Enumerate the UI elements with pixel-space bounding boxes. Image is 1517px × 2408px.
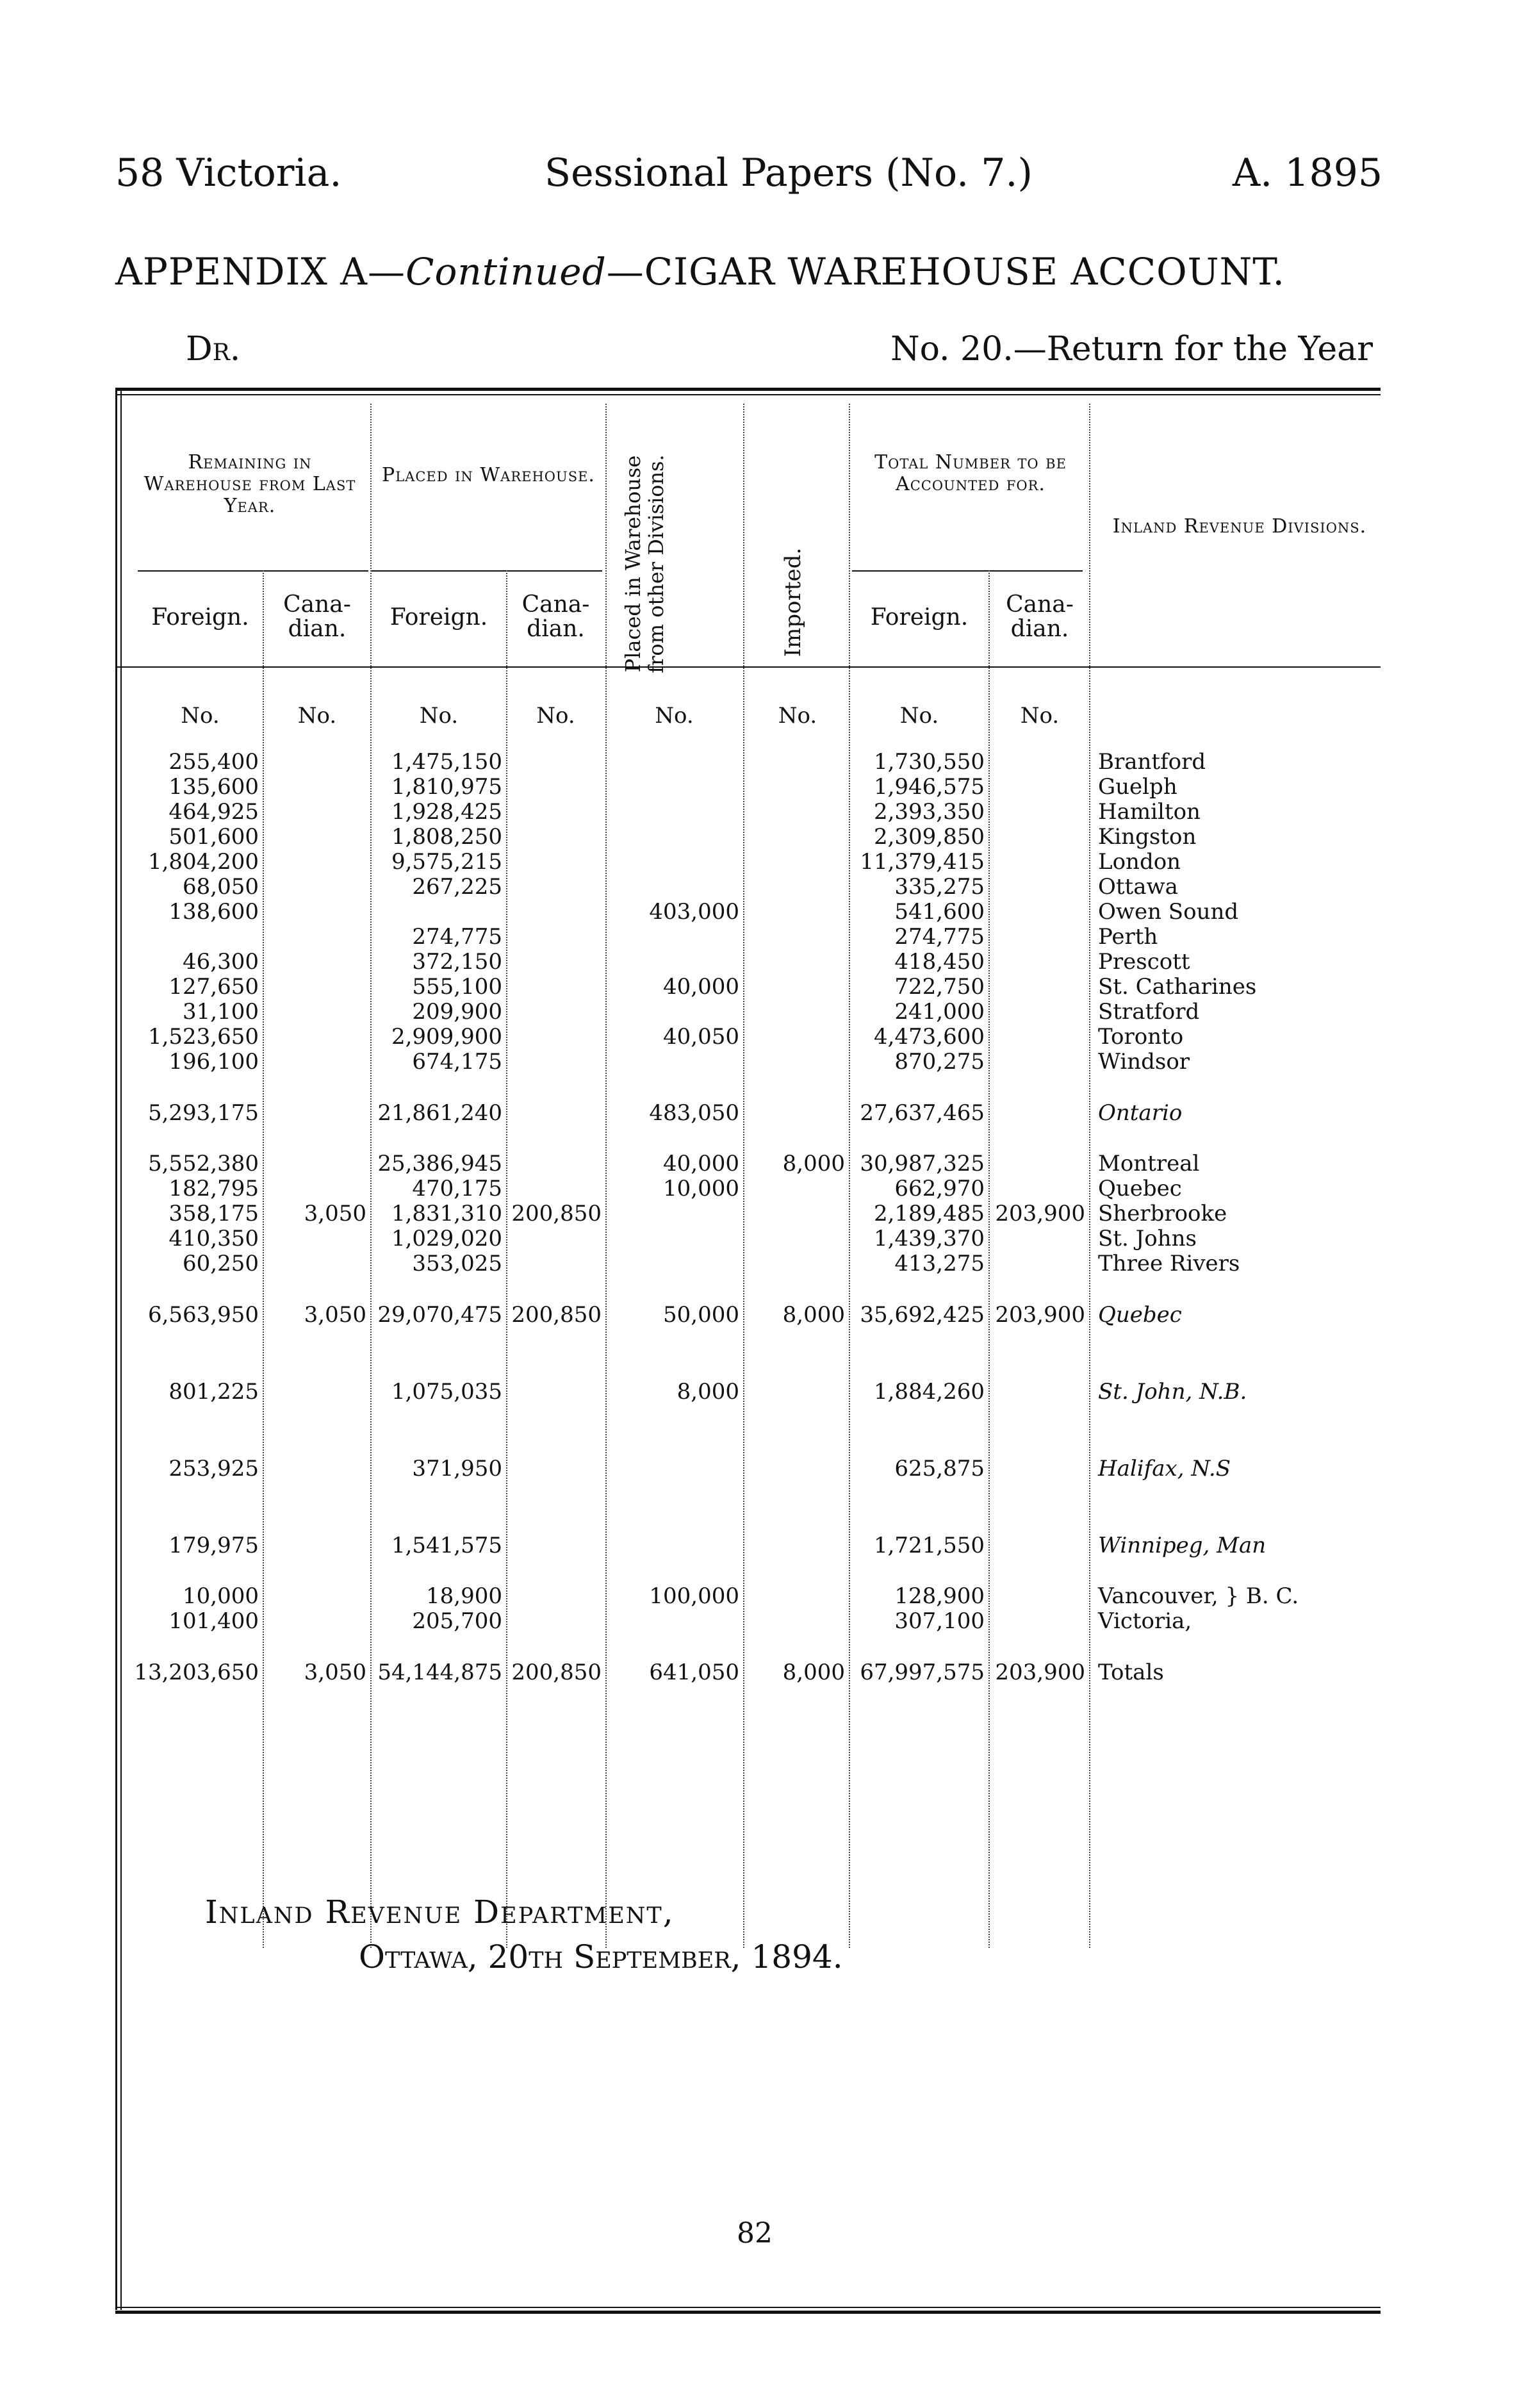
cell-rem-c [263, 950, 370, 975]
cell-tot-f: 128,900 [894, 1584, 985, 1609]
table-row [115, 1201, 1381, 1226]
cell-rem-c [263, 875, 370, 900]
table-row [115, 1000, 1381, 1025]
table-row [115, 775, 1381, 800]
subtotal-row [115, 1653, 1381, 1692]
cell-pl-c [506, 1094, 605, 1132]
cell-tot-f: 541,600 [894, 900, 985, 925]
cell-rem-f: 179,975 [168, 1533, 259, 1558]
cell-tot-c [988, 1025, 1089, 1050]
cell-imp: 8,000 [782, 1660, 845, 1685]
table-row [115, 925, 1381, 950]
cell-pl-c [506, 1609, 605, 1634]
cell-pl-c: 200,850 [511, 1660, 602, 1685]
header-right: A. 1895 [1232, 151, 1382, 195]
cell-imp [743, 1025, 849, 1050]
cell-division: Guelph [1098, 775, 1177, 800]
cell-tot-f: 241,000 [894, 1000, 985, 1025]
cell-tot-f: 2,393,350 [873, 800, 985, 825]
cell-tot-c [988, 800, 1089, 825]
cell-tot-f: 1,721,550 [873, 1533, 985, 1558]
cell-pl-f [370, 900, 506, 925]
table-row [115, 875, 1381, 900]
header-center: Sessional Papers (No. 7.) [545, 151, 1033, 195]
unit-label: No. [1020, 703, 1060, 729]
total-foreign-header: Foreign. [870, 604, 969, 631]
cell-pl-f: 18,900 [426, 1584, 502, 1609]
cell-tot-f: 625,875 [894, 1456, 985, 1481]
cell-tot-f: 27,637,465 [860, 1100, 985, 1126]
cell-tot-c [988, 925, 1089, 950]
cell-tot-c [988, 1251, 1089, 1276]
unit-label: No. [181, 703, 220, 729]
cell-rem-f: 253,925 [168, 1456, 259, 1481]
table-row [115, 1251, 1381, 1276]
cell-tot-c [988, 1176, 1089, 1201]
cell-tot-c [988, 950, 1089, 975]
cell-pl-f: 674,175 [412, 1050, 502, 1075]
unit-label: No. [899, 703, 939, 729]
cell-division: Prescott [1098, 950, 1190, 975]
cell-division: Quebec [1098, 1302, 1182, 1328]
cell-rem-f: 358,175 [168, 1201, 259, 1226]
cell-tot-c [988, 1226, 1089, 1251]
cell-imp: 8,000 [782, 1302, 845, 1328]
cell-oth: 100,000 [649, 1584, 739, 1609]
cell-pl-c [506, 875, 605, 900]
cell-oth [605, 1526, 743, 1565]
cell-rem-c [263, 1226, 370, 1251]
cell-tot-c: 203,900 [995, 1660, 1085, 1685]
table-row [115, 1176, 1381, 1201]
cell-oth: 40,000 [663, 975, 739, 1000]
cell-oth [605, 750, 743, 775]
cell-pl-c [506, 1151, 605, 1176]
cell-imp [743, 1176, 849, 1201]
table-row [115, 825, 1381, 850]
cell-imp [743, 1449, 849, 1488]
cell-rem-f: 135,600 [168, 775, 259, 800]
cell-division: Ontario [1098, 1100, 1183, 1126]
cell-oth [605, 775, 743, 800]
cell-pl-c [506, 1373, 605, 1411]
cell-oth: 50,000 [663, 1302, 739, 1328]
cell-oth [605, 850, 743, 875]
cell-rem-f: 5,293,175 [147, 1100, 259, 1126]
cell-pl-c [506, 1449, 605, 1488]
cell-imp [743, 1373, 849, 1411]
cell-tot-f: 35,692,425 [860, 1302, 985, 1328]
cell-pl-c [506, 900, 605, 925]
cell-tot-f: 67,997,575 [860, 1660, 985, 1685]
cell-tot-c [988, 1584, 1089, 1609]
cell-rem-c [263, 925, 370, 950]
cell-tot-f: 11,379,415 [860, 850, 985, 875]
cell-tot-c [988, 900, 1089, 925]
cell-tot-f: 2,309,850 [873, 825, 985, 850]
cell-rem-f: 255,400 [168, 750, 259, 775]
cell-rem-f: 31,100 [183, 1000, 259, 1025]
table-row [115, 800, 1381, 825]
cell-tot-f: 1,730,550 [873, 750, 985, 775]
cell-tot-c [988, 1373, 1089, 1411]
cell-imp [743, 800, 849, 825]
cell-imp [743, 1000, 849, 1025]
cell-imp [743, 950, 849, 975]
cell-pl-f: 372,150 [412, 950, 502, 975]
unit-label: No. [778, 703, 817, 729]
cigar-warehouse-table [115, 750, 1381, 1711]
unit-label: No. [536, 703, 575, 729]
col-remaining-header: Remaining in Warehouse from Last Year. [144, 451, 356, 517]
cell-pl-f: 470,175 [412, 1176, 502, 1201]
cell-rem-f: 196,100 [168, 1050, 259, 1075]
cell-rem-f: 10,000 [183, 1584, 259, 1609]
cell-tot-c [988, 850, 1089, 875]
cell-rem-c: 3,050 [304, 1201, 366, 1226]
cell-pl-f: 555,100 [412, 975, 502, 1000]
cell-oth [605, 800, 743, 825]
cell-rem-c [263, 800, 370, 825]
cell-oth: 10,000 [663, 1176, 739, 1201]
cell-pl-c [506, 825, 605, 850]
rem-canadian-header: Cana-dian. [283, 591, 351, 642]
cell-imp [743, 750, 849, 775]
cell-pl-c [506, 950, 605, 975]
cell-pl-f: 205,700 [412, 1609, 502, 1634]
cell-division: Sherbrooke [1098, 1201, 1227, 1226]
cell-tot-c [988, 750, 1089, 775]
unit-label: No. [419, 703, 459, 729]
col-other-divisions-header: Placed in Warehouse from other Divisions. [621, 454, 668, 673]
cell-rem-f: 13,203,650 [134, 1660, 259, 1685]
cell-tot-f: 413,275 [894, 1251, 985, 1276]
cell-rem-c: 3,050 [304, 1302, 366, 1328]
table-bottom-rule [115, 2311, 1381, 2314]
cell-oth [605, 1251, 743, 1276]
cell-imp [743, 1251, 849, 1276]
cell-pl-c: 200,850 [511, 1302, 602, 1328]
cell-tot-c [988, 975, 1089, 1000]
cell-tot-f: 1,884,260 [873, 1379, 985, 1405]
unit-label: No. [297, 703, 337, 729]
cell-division: Toronto [1098, 1025, 1184, 1050]
cell-rem-c [263, 1050, 370, 1075]
cell-oth [605, 1000, 743, 1025]
cell-division: Victoria, [1098, 1609, 1192, 1634]
cell-rem-c [263, 1609, 370, 1634]
cell-pl-c [506, 775, 605, 800]
cell-pl-f: 29,070,475 [377, 1302, 502, 1328]
cell-oth: 8,000 [676, 1379, 739, 1405]
placed-canadian-header: Cana-dian. [521, 591, 590, 642]
cell-pl-f: 9,575,215 [391, 850, 502, 875]
cell-tot-f: 307,100 [894, 1609, 985, 1634]
cell-tot-f: 1,439,370 [873, 1226, 985, 1251]
cell-division: Halifax, N.S [1098, 1456, 1231, 1481]
cell-rem-f: 801,225 [168, 1379, 259, 1405]
cell-rem-f: 1,523,650 [147, 1025, 259, 1050]
cell-rem-c [263, 975, 370, 1000]
cell-rem-c [263, 850, 370, 875]
cell-pl-f: 1,808,250 [391, 825, 502, 850]
cell-division: Three Rivers [1098, 1251, 1240, 1276]
cell-rem-f: 182,795 [168, 1176, 259, 1201]
cell-imp [743, 850, 849, 875]
col-imported-header: Imported. [780, 547, 806, 657]
cell-rem-c [263, 1000, 370, 1025]
cell-rem-c [263, 900, 370, 925]
cell-tot-f: 418,450 [894, 950, 985, 975]
table-row [115, 1226, 1381, 1251]
placed-foreign-header: Foreign. [390, 604, 488, 631]
cell-division: Montreal [1098, 1151, 1200, 1176]
cell-rem-c [263, 775, 370, 800]
cell-pl-f: 1,541,575 [391, 1533, 502, 1558]
page-number: 82 [737, 2217, 773, 2250]
col-divisions-header: Inland Revenue Divisions. [1112, 515, 1367, 538]
cell-rem-c [263, 1151, 370, 1176]
page-title: APPENDIX A—Continued—CIGAR WAREHOUSE ACCOUNT. [115, 250, 1285, 293]
cell-oth: 40,000 [663, 1151, 739, 1176]
cell-tot-f: 662,970 [894, 1176, 985, 1201]
cell-pl-c [506, 1226, 605, 1251]
cell-imp [743, 975, 849, 1000]
cell-division: Vancouver, } B. C. [1098, 1584, 1299, 1609]
table-row [115, 1151, 1381, 1176]
cell-pl-c [506, 1584, 605, 1609]
cell-pl-f: 1,831,310 [391, 1201, 502, 1226]
cell-tot-c [988, 775, 1089, 800]
cell-rem-c [263, 1584, 370, 1609]
subtotal-row [115, 1526, 1381, 1565]
table-row [115, 1609, 1381, 1634]
cell-imp [743, 1201, 849, 1226]
cell-rem-f: 68,050 [183, 875, 259, 900]
cell-division: London [1098, 850, 1181, 875]
subtotal-row [115, 1094, 1381, 1132]
cell-pl-c [506, 1251, 605, 1276]
cell-pl-f: 274,775 [412, 925, 502, 950]
cell-oth [605, 1201, 743, 1226]
cell-division: Stratford [1098, 1000, 1200, 1025]
header-left: 58 Victoria. [115, 151, 342, 195]
cell-rem-f: 6,563,950 [147, 1302, 259, 1328]
subtotal-row [115, 1296, 1381, 1334]
cell-rem-c [263, 1251, 370, 1276]
rem-foreign-header: Foreign. [151, 604, 249, 631]
cell-rem-f: 101,400 [168, 1609, 259, 1634]
cell-tot-c [988, 825, 1089, 850]
cell-pl-c [506, 1176, 605, 1201]
cell-tot-c [988, 1609, 1089, 1634]
dr-label: Dr. [186, 330, 241, 368]
cell-tot-f: 2,189,485 [873, 1201, 985, 1226]
cell-tot-f: 1,946,575 [873, 775, 985, 800]
cell-pl-c [506, 1526, 605, 1565]
cell-pl-c [506, 925, 605, 950]
cell-imp [743, 875, 849, 900]
cell-pl-f: 1,075,035 [391, 1379, 502, 1405]
cell-division: Totals [1098, 1660, 1164, 1685]
cell-tot-c [988, 875, 1089, 900]
cell-rem-c [263, 1176, 370, 1201]
cell-division: Kingston [1098, 825, 1197, 850]
cell-imp [743, 1609, 849, 1634]
cell-rem-c [263, 1025, 370, 1050]
cell-rem-c [263, 1373, 370, 1411]
cell-oth: 40,050 [663, 1025, 739, 1050]
cell-pl-f: 1,475,150 [391, 750, 502, 775]
cell-oth [605, 1226, 743, 1251]
cell-rem-c [263, 750, 370, 775]
cell-tot-c: 203,900 [995, 1302, 1085, 1328]
cell-rem-f: 410,350 [168, 1226, 259, 1251]
cell-imp [743, 900, 849, 925]
table-row [115, 850, 1381, 875]
cell-rem-f: 46,300 [183, 950, 259, 975]
cell-tot-c: 203,900 [995, 1201, 1085, 1226]
cell-rem-f: 5,552,380 [147, 1151, 259, 1176]
cell-pl-f: 1,810,975 [391, 775, 502, 800]
table-row [115, 950, 1381, 975]
cell-pl-f: 25,386,945 [377, 1151, 502, 1176]
cell-division: Windsor [1098, 1050, 1190, 1075]
table-row [115, 975, 1381, 1000]
cell-rem-f: 1,804,200 [147, 850, 259, 875]
cell-tot-c [988, 1526, 1089, 1565]
cell-pl-f: 209,900 [412, 1000, 502, 1025]
cell-rem-c [263, 825, 370, 850]
cell-pl-f: 353,025 [412, 1251, 502, 1276]
cell-rem-f: 464,925 [168, 800, 259, 825]
cell-rem-f: 501,600 [168, 825, 259, 850]
cell-imp [743, 1584, 849, 1609]
cell-pl-c [506, 1050, 605, 1075]
cell-oth [605, 950, 743, 975]
cell-oth: 641,050 [649, 1660, 739, 1685]
cell-pl-c [506, 1025, 605, 1050]
cell-division: Ottawa [1098, 875, 1178, 900]
cell-oth [605, 825, 743, 850]
cell-division: Quebec [1098, 1176, 1182, 1201]
cell-pl-c [506, 850, 605, 875]
footer-date: Ottawa, 20th September, 1894. [359, 1938, 843, 1975]
cell-pl-c [506, 750, 605, 775]
cell-oth [605, 925, 743, 950]
cell-oth: 403,000 [649, 900, 739, 925]
return-title: No. 20.—Return for the Year [890, 330, 1373, 368]
cell-imp [743, 825, 849, 850]
cell-tot-f: 4,473,600 [873, 1025, 985, 1050]
cell-tot-f: 30,987,325 [860, 1151, 985, 1176]
cell-oth: 483,050 [649, 1100, 739, 1126]
cell-oth [605, 875, 743, 900]
table-row [115, 900, 1381, 925]
cell-division: Hamilton [1098, 800, 1201, 825]
cell-pl-f: 1,029,020 [391, 1226, 502, 1251]
cell-division: St. John, N.B. [1098, 1379, 1247, 1405]
cell-imp: 8,000 [782, 1151, 845, 1176]
cell-oth [605, 1449, 743, 1488]
cell-division: Brantford [1098, 750, 1206, 775]
cell-rem-c [263, 1094, 370, 1132]
cell-tot-f: 274,775 [894, 925, 985, 950]
cell-division: Owen Sound [1098, 900, 1239, 925]
cell-pl-c [506, 800, 605, 825]
cell-division: St. Catharines [1098, 975, 1257, 1000]
col-total-header: Total Number to be Accounted for. [874, 451, 1067, 495]
cell-oth [605, 1609, 743, 1634]
cell-rem-f: 60,250 [183, 1251, 259, 1276]
cell-imp [743, 1050, 849, 1075]
cell-tot-c [988, 1000, 1089, 1025]
footer-department: Inland Revenue Department, [205, 1893, 675, 1931]
cell-imp [743, 925, 849, 950]
cell-pl-c [506, 975, 605, 1000]
cell-tot-c [988, 1094, 1089, 1132]
cell-pl-c [506, 1000, 605, 1025]
cell-pl-f: 267,225 [412, 875, 502, 900]
cell-division: Perth [1098, 925, 1158, 950]
cell-pl-f: 21,861,240 [377, 1100, 502, 1126]
cell-tot-c [988, 1151, 1089, 1176]
unit-label: No. [655, 703, 694, 729]
cell-tot-f: 335,275 [894, 875, 985, 900]
cell-tot-f: 722,750 [894, 975, 985, 1000]
total-canadian-header: Cana-dian. [1006, 591, 1074, 642]
cell-tot-c [988, 1050, 1089, 1075]
subtotal-row [115, 1373, 1381, 1411]
cell-rem-f: 127,650 [168, 975, 259, 1000]
cell-oth [605, 1050, 743, 1075]
table-row [115, 1050, 1381, 1075]
cell-rem-c [263, 1526, 370, 1565]
cell-imp [743, 1094, 849, 1132]
cell-pl-f: 1,928,425 [391, 800, 502, 825]
table-top-rule [115, 388, 1381, 391]
cell-rem-f: 138,600 [168, 900, 259, 925]
cell-imp [743, 775, 849, 800]
cell-rem-c: 3,050 [304, 1660, 366, 1685]
table-row [115, 1025, 1381, 1050]
col-placed-header: Placed in Warehouse. [382, 464, 595, 486]
cell-tot-c [988, 1449, 1089, 1488]
cell-pl-f: 371,950 [412, 1456, 502, 1481]
cell-pl-f: 54,144,875 [377, 1660, 502, 1685]
cell-imp [743, 1226, 849, 1251]
cell-pl-f: 2,909,900 [391, 1025, 502, 1050]
cell-tot-f: 870,275 [894, 1050, 985, 1075]
cell-division: St. Johns [1098, 1226, 1197, 1251]
table-row [115, 1584, 1381, 1609]
subtotal-row [115, 1449, 1381, 1488]
cell-pl-c: 200,850 [511, 1201, 602, 1226]
cell-division: Winnipeg, Man [1098, 1533, 1267, 1558]
cell-rem-c [263, 1449, 370, 1488]
cell-rem-f [115, 925, 263, 950]
table-row [115, 750, 1381, 775]
cell-imp [743, 1526, 849, 1565]
